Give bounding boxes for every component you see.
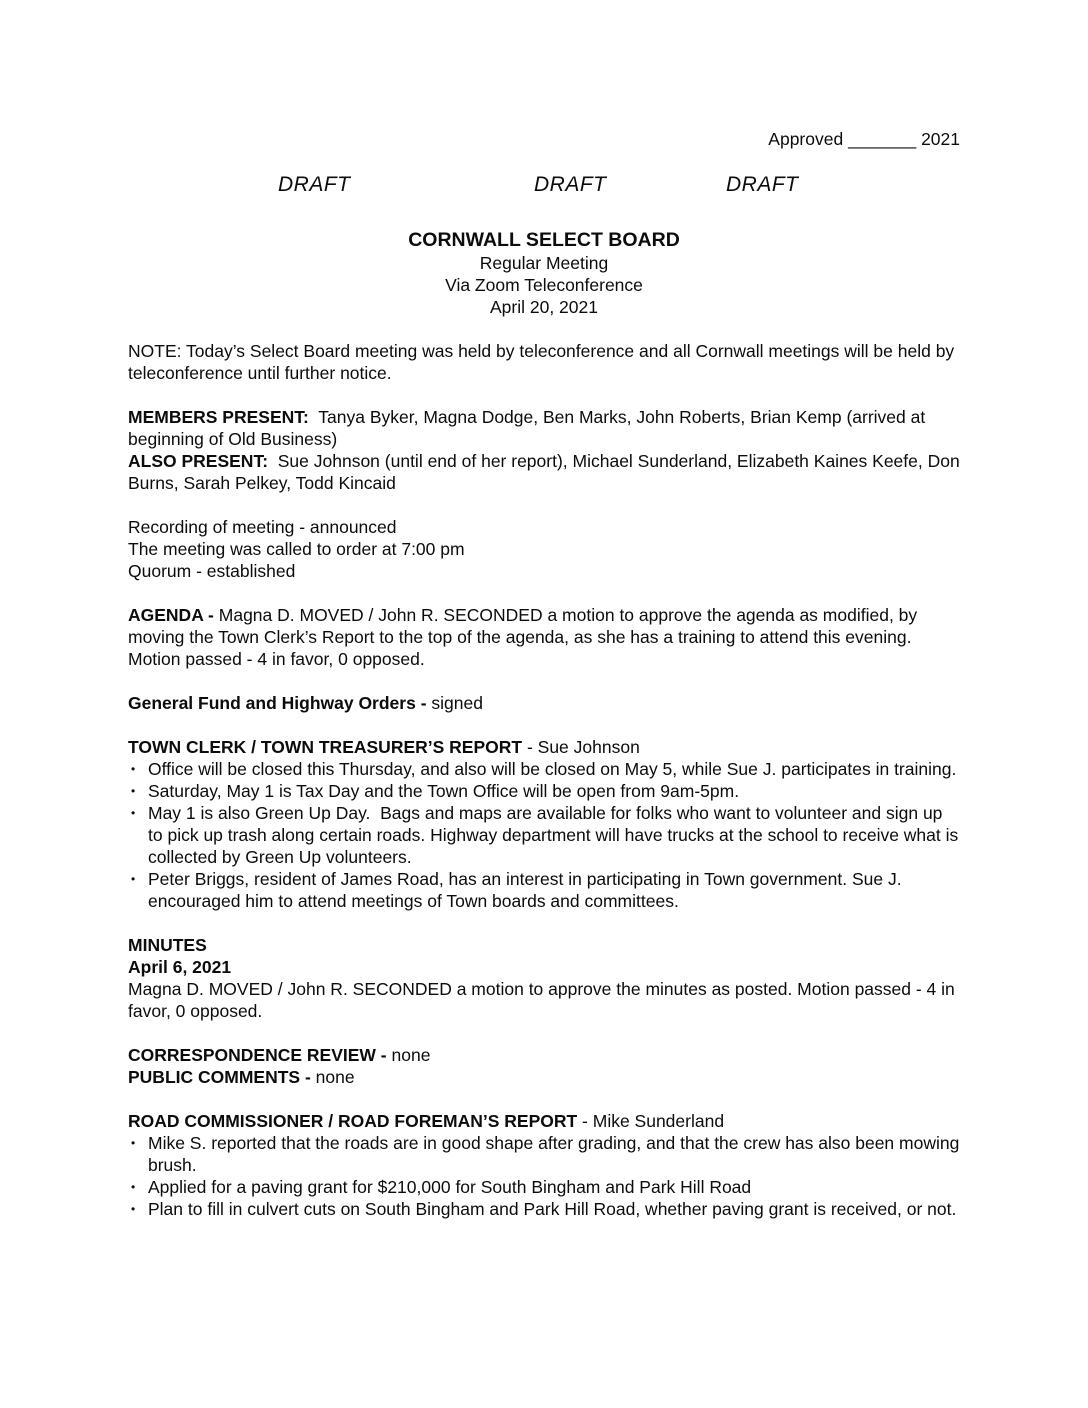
minutes-heading-label: MINUTES	[128, 935, 207, 955]
meeting-medium: Via Zoom Teleconference	[445, 275, 643, 295]
road-report-heading	[128, 1110, 960, 1132]
recording-line: Recording of meeting - announced	[128, 517, 397, 537]
agenda-label: AGENDA -	[128, 605, 214, 625]
correspondence-line	[128, 1044, 960, 1066]
town-clerk-report-heading	[128, 736, 960, 758]
also-present-line	[128, 450, 965, 494]
procedural-section	[128, 516, 960, 582]
orders-line	[128, 692, 960, 714]
town-clerk-report-author: - Sue Johnson	[522, 737, 640, 757]
draft-watermark-row	[128, 172, 960, 198]
town-clerk-report-section	[128, 736, 964, 912]
agenda-section	[128, 604, 960, 670]
public-comments-text: none	[310, 1067, 355, 1087]
members-present-names: Tanya Byker, Magna Dodge, Ben Marks, John Roberts, Brian Kemp (arrived at beginning of Old Business)	[128, 407, 931, 449]
draft-watermark: DRAFT	[278, 173, 351, 196]
agenda-paragraph	[128, 604, 960, 670]
list-item: • Plan to fill in culvert cuts on South Bingham and Park Hill Road, whether paving grant is received, or not.	[128, 1198, 960, 1220]
members-present-label: MEMBERS PRESENT:	[128, 407, 309, 427]
approved-blank-text: Approved _______ 2021	[768, 129, 960, 149]
minutes-date-label: April 6, 2021	[128, 957, 232, 977]
list-item: • May 1 is also Green Up Day. Bags and maps are available for folks who want to volunteer and sign up to pick up trash along certain roads. Highway department will have trucks at the school to receive what is collected by Green Up volunteers.	[128, 802, 960, 868]
approved-line	[128, 128, 960, 150]
minutes-paragraph: Magna D. MOVED / John R. SECONDED a motion to approve the minutes as posted. Motion passed - 4 in favor, 0 opposed.	[128, 979, 960, 1021]
road-report-section	[128, 1110, 965, 1220]
correspondence-text: none	[386, 1045, 431, 1065]
public-comments-label: PUBLIC COMMENTS -	[128, 1067, 311, 1087]
call-to-order-line: The meeting was called to order at 7:00 pm	[128, 539, 465, 559]
members-present-line	[128, 406, 960, 450]
correspondence-section	[128, 1044, 960, 1088]
page-title: CORNWALL SELECT BOARD	[408, 229, 680, 251]
road-report-bullet-list	[128, 1132, 965, 1220]
note-paragraph: NOTE: Today’s Select Board meeting was held by teleconference and all Cornwall meetings will be held by teleconference until further notice.	[128, 341, 960, 383]
orders-text: signed	[426, 693, 483, 713]
orders-label: General Fund and Highway Orders -	[128, 693, 427, 713]
list-item: • Mike S. reported that the roads are in good shape after grading, and that the crew has also been mowing brush.	[128, 1132, 960, 1176]
draft-watermark: DRAFT	[726, 173, 799, 196]
attendance-section	[128, 406, 965, 494]
quorum-line: Quorum - established	[128, 561, 296, 581]
public-comments-line	[128, 1066, 960, 1088]
correspondence-label: CORRESPONDENCE REVIEW -	[128, 1045, 387, 1065]
minutes-date	[128, 956, 960, 978]
meeting-date: April 20, 2021	[490, 297, 598, 317]
minutes-section	[128, 934, 960, 1022]
note-section	[128, 340, 960, 384]
orders-section	[128, 692, 960, 714]
minutes-heading	[128, 934, 960, 956]
town-clerk-bullet-list	[128, 758, 964, 912]
also-present-label: ALSO PRESENT:	[128, 451, 269, 471]
list-item: • Office will be closed this Thursday, and also will be closed on May 5, while Sue J. participates in training.	[128, 758, 960, 780]
town-clerk-report-label: TOWN CLERK / TOWN TREASURER’S REPORT	[128, 737, 523, 757]
draft-watermark: DRAFT	[534, 173, 607, 196]
meeting-type: Regular Meeting	[479, 253, 609, 273]
list-item: • Applied for a paving grant for $210,000 for South Bingham and Park Hill Road	[128, 1176, 960, 1198]
list-item: • Peter Briggs, resident of James Road, has an interest in participating in Town government. Sue J. encouraged him to attend meetings of Town boards and committees.	[128, 868, 960, 912]
list-item: • Saturday, May 1 is Tax Day and the Town Office will be open from 9am-5pm.	[128, 780, 960, 802]
also-present-names: Sue Johnson (until end of her report), Michael Sunderland, Elizabeth Kaines Keefe, Don Burns, Sarah Pelkey, Todd Kincaid	[128, 451, 965, 493]
road-report-author: - Mike Sunderland	[577, 1111, 725, 1131]
document-header	[128, 228, 960, 318]
road-report-label: ROAD COMMISSIONER / ROAD FOREMAN’S REPORT	[128, 1111, 578, 1131]
agenda-text: Magna D. MOVED / John R. SECONDED a motion to approve the agenda as modified, by moving the Town Clerk’s Report to the top of the agenda, as she has a training to attend this evening. Motion passed - 4 in favor, 0 opposed.	[128, 605, 923, 669]
